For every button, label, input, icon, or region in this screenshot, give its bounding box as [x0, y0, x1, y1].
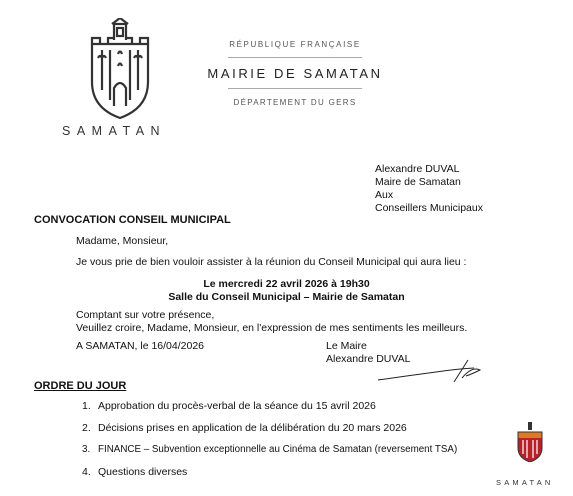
- agenda-item-number: 3.: [82, 444, 91, 455]
- agenda-item-text: FINANCE – Subvention exceptionnelle au Cinéma de Samatan (reversement TSA): [98, 444, 458, 455]
- salutation: Madame, Monsieur,: [76, 235, 169, 247]
- closing-line-2: Veuillez croire, Madame, Monsieur, en l'expression de mes sentiments les meilleurs.: [76, 322, 468, 334]
- letterhead-divider-top: [228, 57, 362, 58]
- intro-text: Je vous prie de bien vouloir assister à la réunion du Conseil Municipal qui aura lieu :: [76, 256, 467, 268]
- samatan-colored-logo-icon: [516, 422, 544, 462]
- addressee-line: Maire de Samatan: [375, 176, 461, 188]
- agenda-item-number: 4.: [82, 466, 91, 478]
- meeting-datetime: Le mercredi 22 avril 2026 à 19h30: [203, 278, 370, 290]
- letterhead-mairie: MAIRIE DE SAMATAN: [207, 66, 383, 81]
- letterhead-republic: RÉPUBLIQUE FRANÇAISE: [229, 40, 361, 49]
- signature-icon: [376, 356, 486, 386]
- agenda-item-text: Décisions prises en application de la délibération du 20 mars 2026: [98, 422, 407, 434]
- addressee-line: Aux: [375, 189, 394, 201]
- agenda-title: ORDRE DU JOUR: [34, 380, 127, 392]
- place-date: A SAMATAN, le 16/04/2026: [76, 340, 205, 352]
- agenda-item-number: 2.: [82, 422, 91, 434]
- signatory-name: Alexandre DUVAL: [326, 353, 411, 365]
- meeting-place: Salle du Conseil Municipal – Mairie de Samatan: [168, 291, 405, 303]
- samatan-coat-of-arms-icon: [84, 18, 156, 122]
- letter-title: CONVOCATION CONSEIL MUNICIPAL: [34, 214, 231, 226]
- logo-wordmark: SAMATAN: [62, 124, 167, 138]
- addressee-line: Alexandre DUVAL: [375, 163, 460, 175]
- addressee-line: Conseillers Municipaux: [375, 202, 483, 214]
- agenda-item-number: 1.: [82, 400, 91, 412]
- agenda-item-text: Questions diverses: [98, 466, 188, 478]
- footer-logo-wordmark: SAMATAN: [496, 478, 554, 487]
- letterhead-divider-bottom: [228, 88, 362, 89]
- closing-line-1: Comptant sur votre présence,: [76, 309, 215, 321]
- letterhead-department: DÉPARTEMENT DU GERS: [233, 98, 357, 107]
- signatory-role: Le Maire: [326, 340, 367, 352]
- agenda-item-text: Approbation du procès-verbal de la séance du 15 avril 2026: [98, 400, 376, 412]
